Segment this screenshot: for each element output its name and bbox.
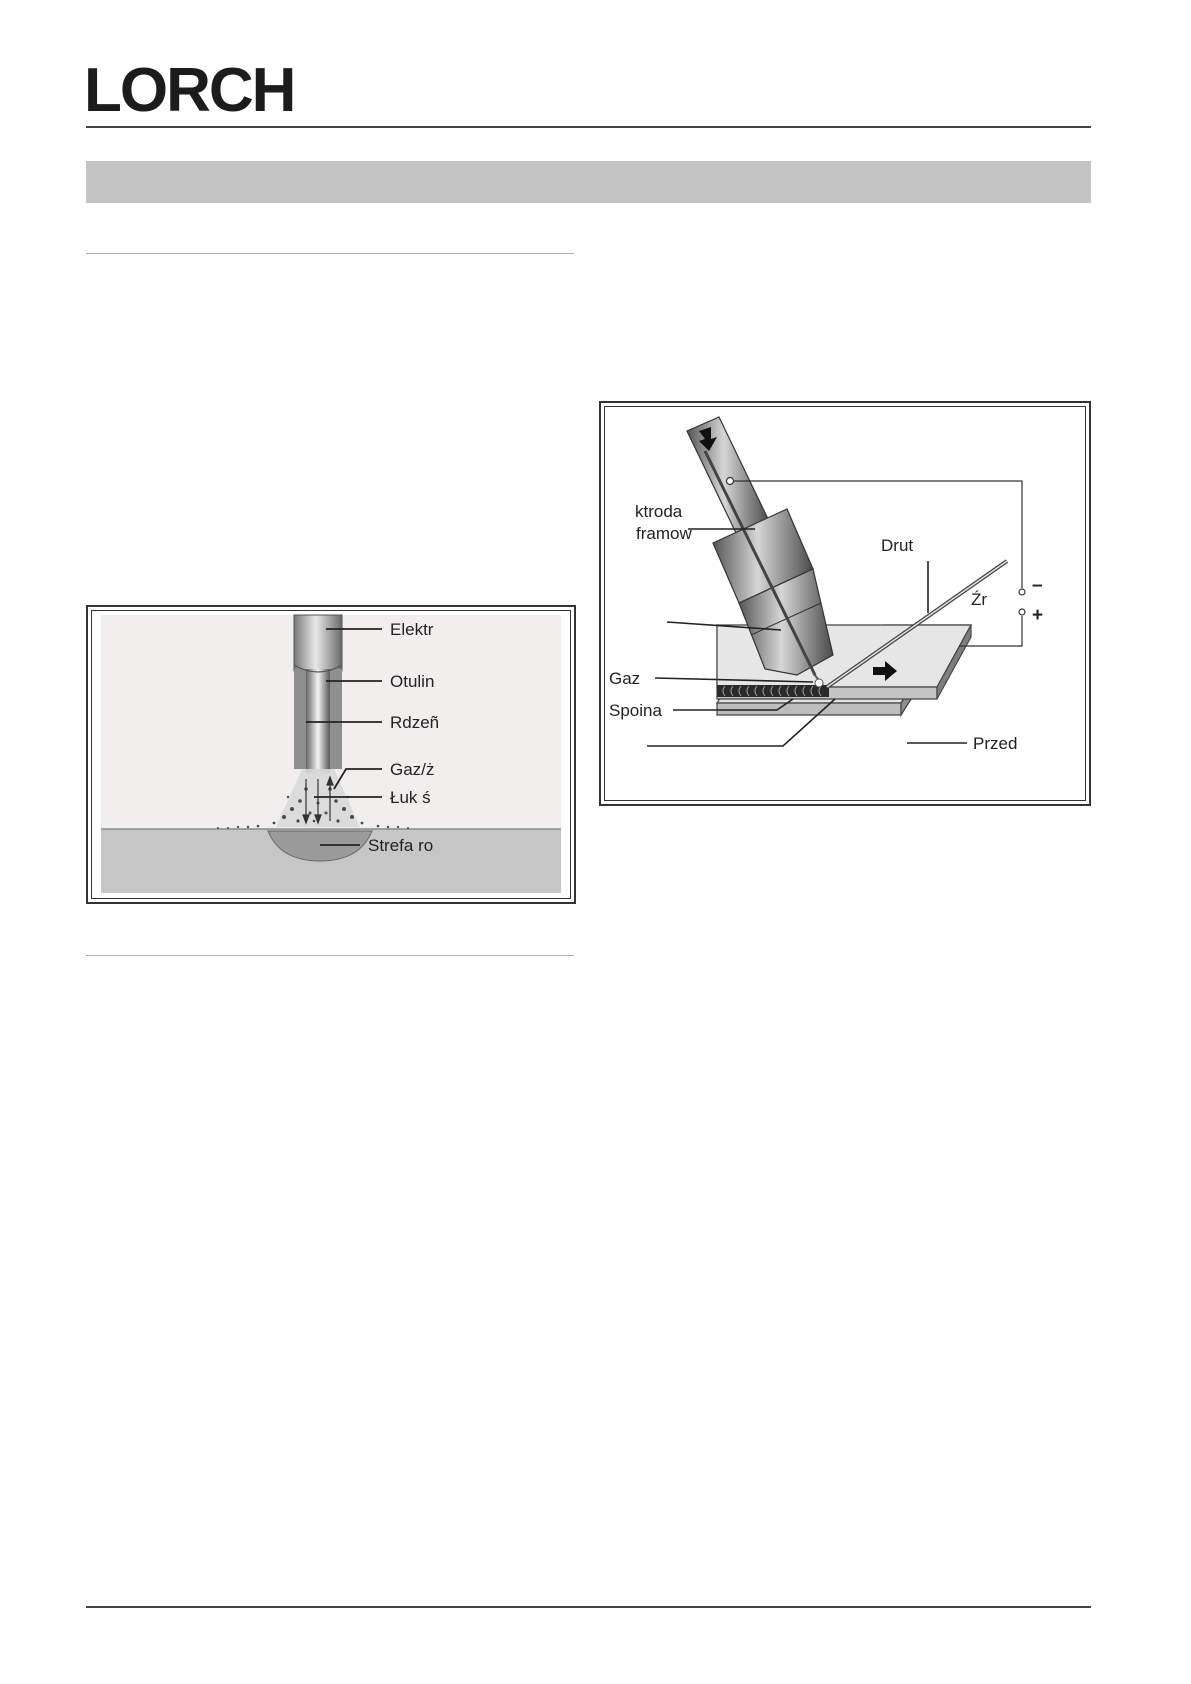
section-title-bar — [86, 161, 1091, 203]
label-arc: Łuk ś — [390, 788, 431, 807]
label-melt-zone: Strefa ro — [368, 836, 434, 855]
torch-hose — [687, 417, 769, 535]
label-weld: Spoina — [609, 701, 662, 720]
left-column-rule-top — [86, 253, 574, 254]
label-gas: Gaz — [609, 669, 641, 688]
header-rule — [86, 126, 1091, 128]
label-gas-slag: Gaz/ż — [390, 760, 435, 779]
electrode-core — [306, 669, 330, 773]
label-electrode: Elektr — [390, 620, 434, 639]
label-core: Rdzeñ — [390, 713, 440, 732]
label-coating: Otulin — [390, 672, 435, 691]
figure-covered-electrode — [86, 605, 576, 904]
label-electrode-line2: framow — [636, 524, 692, 543]
label-electrode-line1: ktroda — [635, 502, 683, 521]
footer-rule — [86, 1606, 1091, 1608]
label-plus: + — [1032, 605, 1044, 626]
label-minus: – — [1032, 575, 1043, 596]
electrode-rod — [294, 615, 342, 671]
figure-tig-welding — [599, 401, 1091, 806]
label-workpiece: Przed — [973, 734, 1018, 753]
lorch-logo: LORCH — [84, 56, 295, 125]
left-column-rule-bottom — [86, 955, 574, 956]
label-source: Źr — [971, 590, 988, 609]
label-wire: Drut — [881, 536, 914, 555]
